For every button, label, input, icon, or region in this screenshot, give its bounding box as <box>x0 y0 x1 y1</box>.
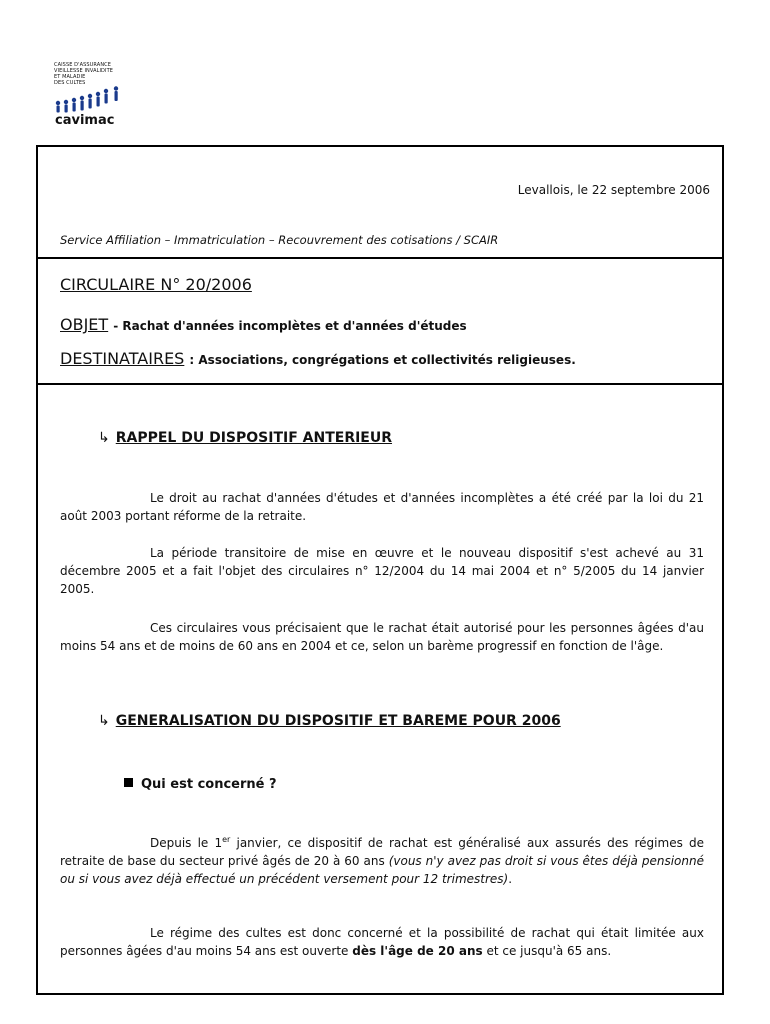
arrow-icon: ↳ <box>98 430 110 446</box>
logo-name: cavimac <box>55 113 115 128</box>
paragraph-italic: (vous n'y avez pas droit si vous êtes déjà pensionné ou si vous avez déjà effectué un précédent versement pour 12 trimestres) <box>60 854 704 886</box>
cavimac-logo <box>54 62 134 134</box>
paragraph-text: Ces circulaires vous précisaient que le rachat était autorisé pour les personnes âgées d'au moins 54 ans et de moins de 60 ans en 2004 et ce, selon un barème progressif en fonction de l'âge. <box>60 621 704 653</box>
paragraph <box>60 619 704 655</box>
paragraph-text: Le droit au rachat d'années d'études et d'années incomplètes a été créé par la loi du 21 août 2003 portant réforme de la retraite. <box>60 491 704 523</box>
section-title: GENERALISATION DU DISPOSITIF ET BAREME POUR 2006 <box>115 713 561 729</box>
paragraph <box>60 924 704 960</box>
logo-line: DES CULTES <box>54 80 86 86</box>
recipients-line <box>60 349 576 368</box>
logo-line: CAISSE D'ASSURANCE <box>54 62 112 68</box>
object-label: OBJET <box>60 315 109 334</box>
recipients-value: : Associations, congrégations et collectivités religieuses. <box>189 353 576 367</box>
bullet-text: Qui est concerné ? <box>141 777 277 792</box>
divider <box>38 257 722 259</box>
bullet-item <box>124 777 277 792</box>
section-heading <box>98 430 392 446</box>
document-date: Levallois, le 22 septembre 2006 <box>517 183 710 197</box>
section-heading <box>98 713 561 729</box>
people-figures-icon <box>54 86 126 114</box>
object-value: - Rachat d'années incomplètes et d'années d'études <box>113 319 467 333</box>
paragraph-text: . <box>508 872 513 886</box>
paragraph-bold: dès l'âge de 20 ans <box>352 944 483 958</box>
square-bullet-icon <box>124 778 133 787</box>
paragraph <box>60 489 704 525</box>
paragraph-text: et ce jusqu'à 65 ans. <box>482 944 612 958</box>
superscript: er <box>222 835 231 844</box>
section-title: RAPPEL DU DISPOSITIF ANTERIEUR <box>115 430 393 446</box>
circular-number: CIRCULAIRE N° 20/2006 <box>60 275 252 294</box>
divider <box>38 383 722 385</box>
logo-line: ET MALADIE <box>54 74 86 80</box>
paragraph-text: Le régime des cultes est donc concerné et la possibilité de rachat qui était limitée aux personnes âgées d'au moins 54 ans est ouverte <box>60 926 704 958</box>
object-line <box>60 315 467 334</box>
recipients-label: DESTINATAIRES <box>60 349 185 368</box>
paragraph <box>60 831 704 888</box>
logo-line: VIEILLESSE INVALIDITE <box>54 68 113 74</box>
paragraph-text: La période transitoire de mise en œuvre et le nouveau dispositif s'est achevé au 31 décembre 2005 et a fait l'objet des circulaires n° 12/2004 du 14 mai 2004 et n° 5/2005 du 14 janvier 2005. <box>60 546 704 596</box>
document-frame <box>36 145 724 995</box>
service-line: Service Affiliation – Immatriculation – Recouvrement des cotisations / SCAIR <box>60 233 499 247</box>
paragraph-text: janvier, ce dispositif de rachat est généralisé aux assurés des régimes de retraite de base du secteur privé âgés de 20 à 60 ans <box>60 836 704 868</box>
arrow-icon: ↳ <box>98 713 110 729</box>
paragraph-text: Depuis le 1 <box>150 836 223 850</box>
paragraph <box>60 544 704 598</box>
